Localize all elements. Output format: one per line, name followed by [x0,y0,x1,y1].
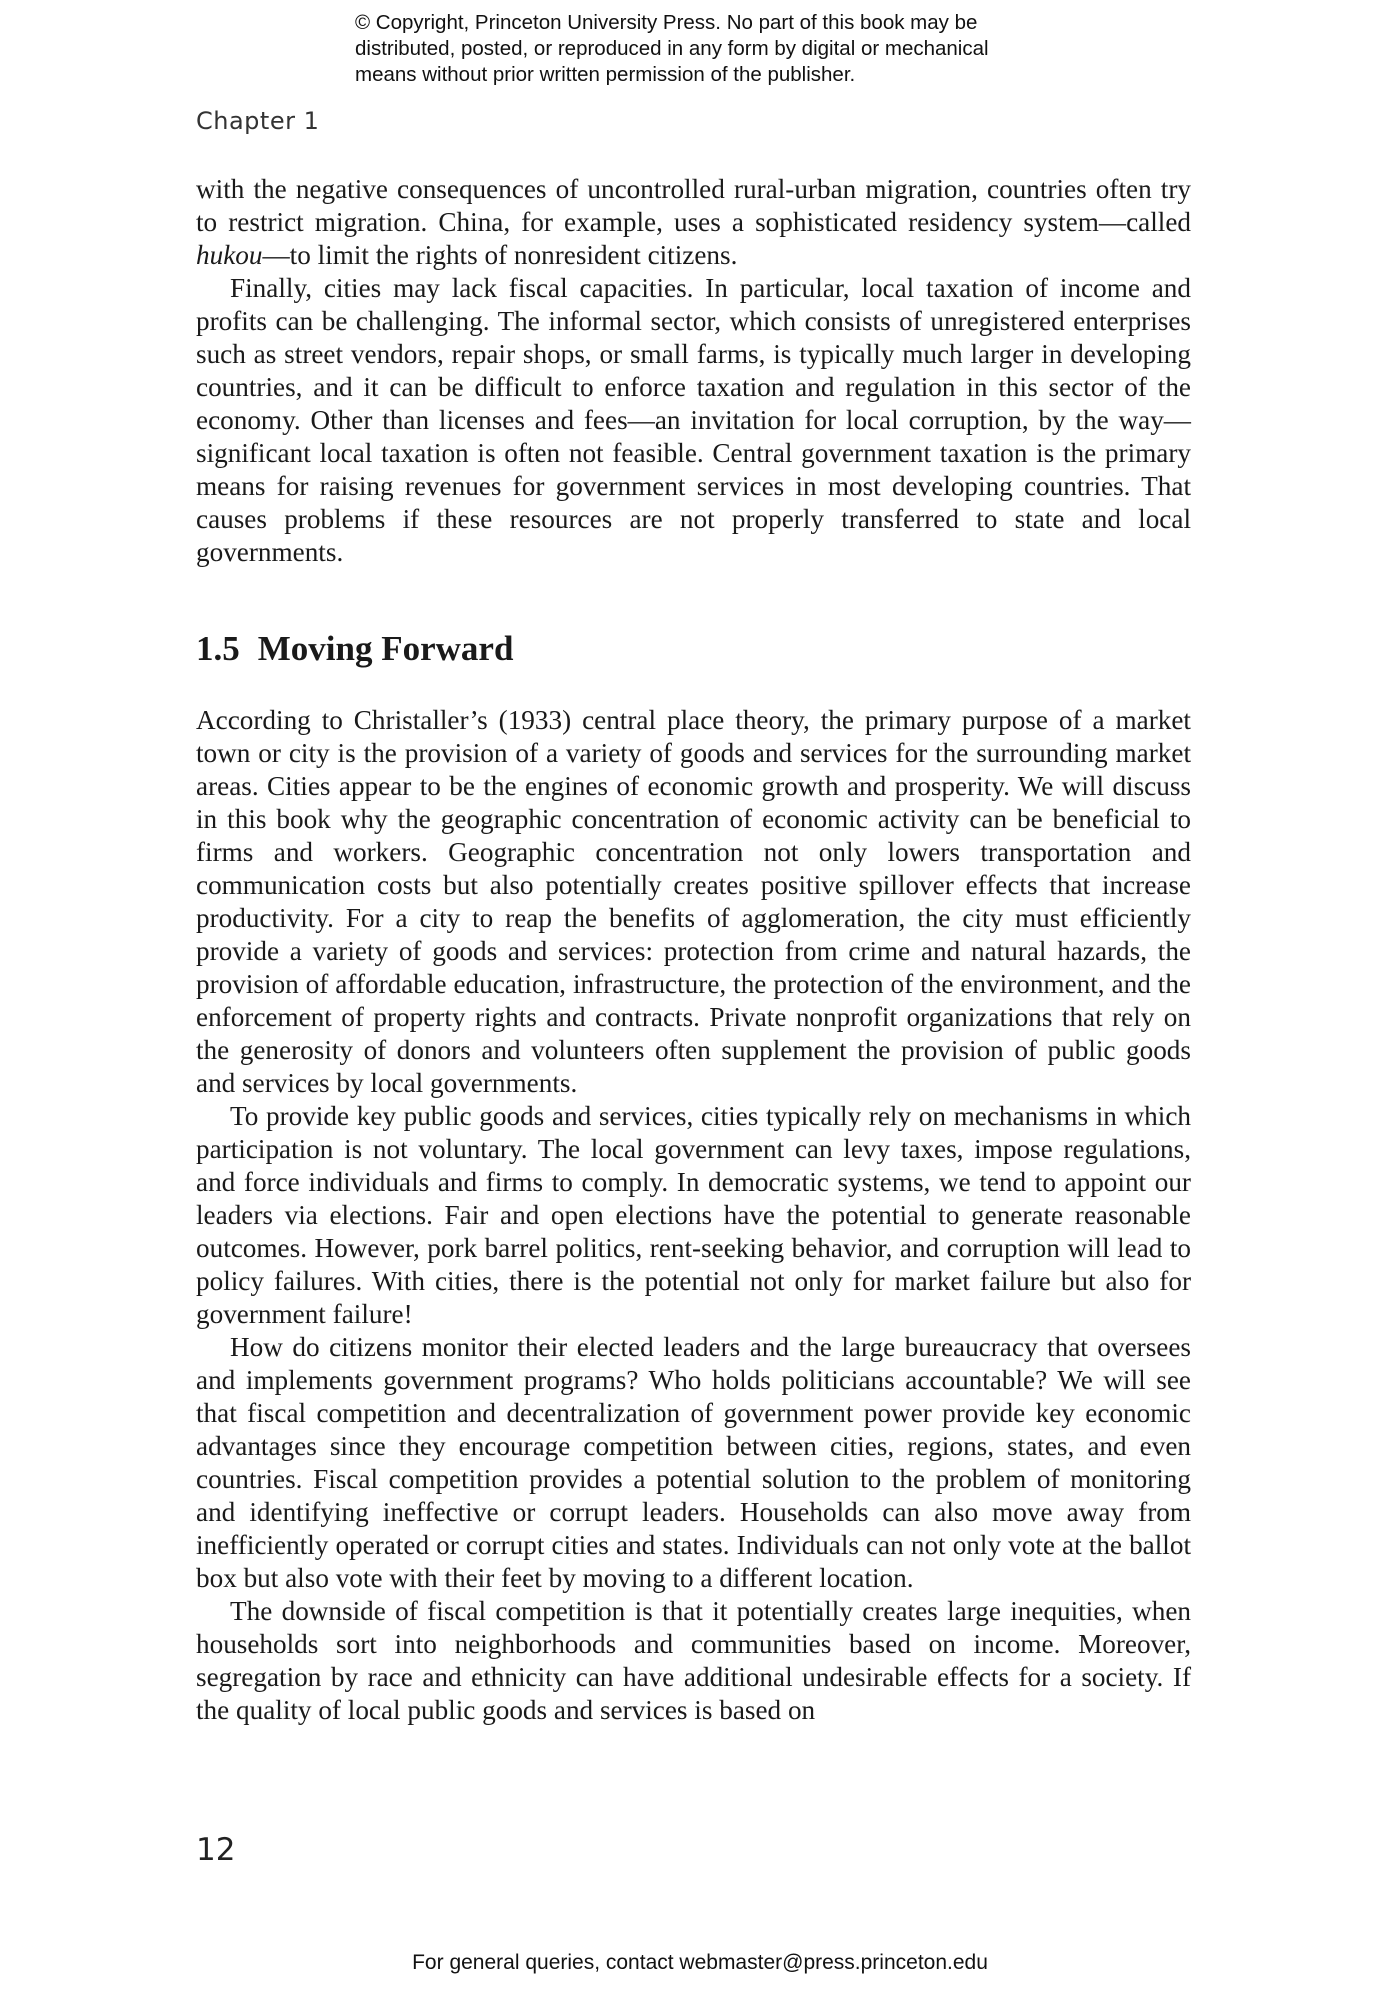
copyright-line: means without prior written permission of the publisher. [355,63,856,86]
text-run: with the negative consequences of uncontrolled rural-urban migration, countries often try to restrict migration. China, for example, uses a sophisticated residency system—called [196,174,1191,237]
body-text-section [196,704,1191,1727]
footer-contact: For general queries, contact webmaster@press.princeton.edu [412,1951,988,1974]
copyright-line: © Copyright, Princeton University Press. No part of this book may be [355,11,978,34]
chapter-label: Chapter 1 [196,107,320,135]
section-heading [196,629,513,669]
page-number: 12 [196,1832,236,1868]
paragraph: According to Christaller’s (1933) central place theory, the primary purpose of a market town or city is the provision of a variety of goods and services for the surrounding market areas. Cities appear to be the engines of economic growth and prosperity. We will discuss in this book why the geographic concentration of economic activity can be beneficial to firms and workers. Geographic concentration not only lowers transportation and communication costs but also potentially creates positive spillover effects that increase productivity. For a city to reap the benefits of agglomeration, the city must efficiently provide a variety of goods and services: protection from crime and natural hazards, the provision of affordable education, infrastructure, the protection of the environment, and the enforcement of property rights and contracts. Private nonprofit organizations that rely on the generosity of donors and volunteers often supplement the provision of public goods and services by local governments. [196,705,1191,1098]
section-number: 1.5 [196,629,240,668]
paragraph: The downside of fiscal competition is that it potentially creates large inequities, when households sort into neighborhoods and communities based on income. Moreover, segregation by race and ethnicity can have additional undesirable effects for a society. If the quality of local public goods and services is based on [196,1596,1191,1725]
paragraph: To provide key public goods and services, cities typically rely on mechanisms in which participation is not voluntary. The local government can levy taxes, impose regulations, and force individuals and firms to comply. In democratic systems, we tend to appoint our leaders via elections. Fair and open elections have the potential to generate reasonable outcomes. However, pork barrel politics, rent-seeking behavior, and corruption will lead to policy failures. With cities, there is the potential not only for market failure but also for government failure! [196,1101,1191,1329]
copyright-line: distributed, posted, or reproduced in any form by digital or mechanical [355,37,989,60]
body-text-top [196,173,1191,569]
paragraph: How do citizens monitor their elected leaders and the large bureaucracy that oversees and implements government programs? Who holds politicians accountable? We will see that fiscal competition and decentralization of government power provide key economic advantages since they encourage competition between cities, regions, states, and even countries. Fiscal competition provides a potential solution to the problem of monitoring and identifying ineffective or corrupt leaders. Households can also move away from inefficiently operated or corrupt cities and states. Individuals can not only vote at the ballot box but also vote with their feet by moving to a different location. [196,1332,1191,1593]
italic-term: hukou [196,240,263,270]
text-run: —to limit the rights of nonresident citizens. [262,240,738,270]
paragraph [196,173,1191,272]
paragraph: Finally, cities may lack fiscal capacities. In particular, local taxation of income and profits can be challenging. The informal sector, which consists of unregistered enterprises such as street vendors, repair shops, or small farms, is typically much larger in developing countries, and it can be difficult to enforce taxation and regulation in this sector of the economy. Other than licenses and fees—an invitation for local corruption, by the way—significant local taxation is often not feasible. Central government taxation is the primary means for raising revenues for government services in most developing countries. That causes problems if these resources are not properly transferred to state and local governments. [196,273,1191,567]
copyright-notice [355,10,1115,88]
section-title: Moving Forward [257,629,514,668]
